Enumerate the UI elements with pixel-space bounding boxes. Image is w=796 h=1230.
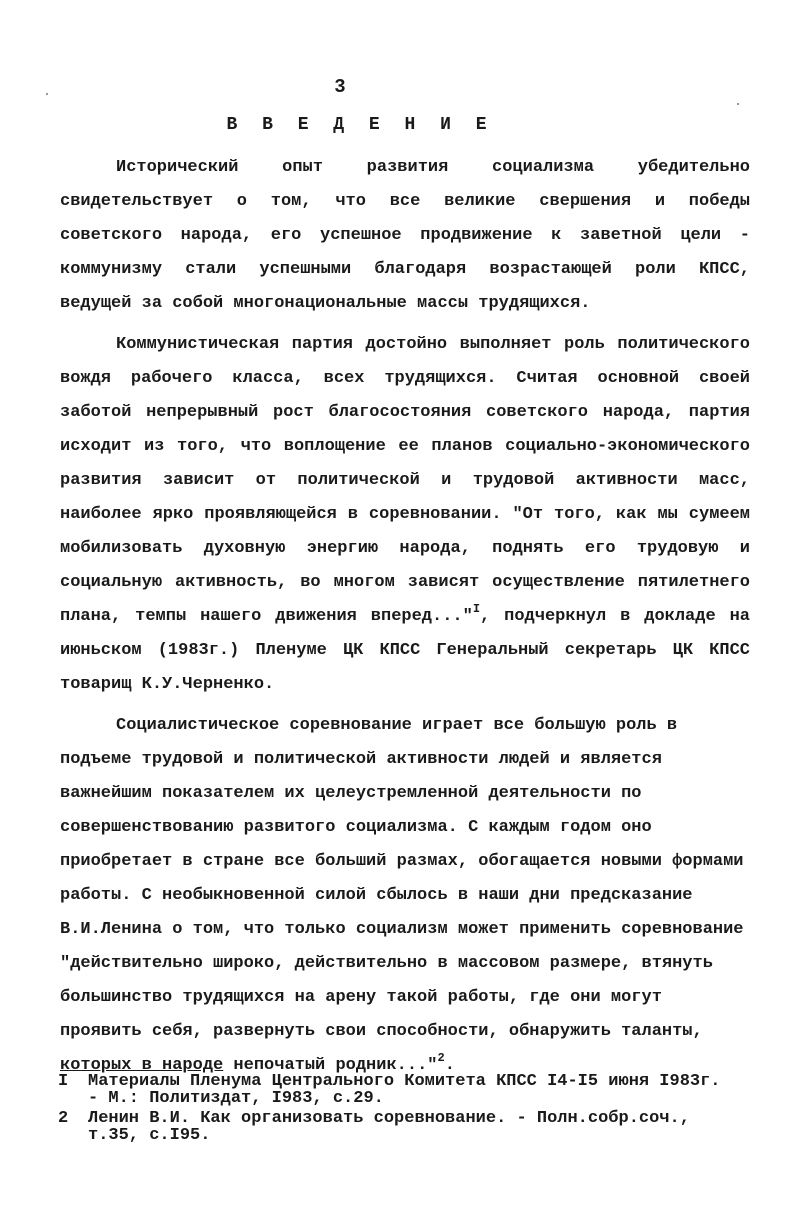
scan-speck [737,103,739,105]
footnote-number: I [58,1072,69,1091]
footnote-2 [58,1110,758,1144]
footnote-1 [58,1073,758,1107]
paragraph-3-end: . [444,1056,455,1075]
footnote-number: 2 [58,1109,69,1128]
paragraph-3-text-b: непочатый родник..." [223,1056,438,1075]
page-number: 3 [334,76,346,98]
footnote-text: Материалы Пленума Центрального Комитета КПСС I4-I5 июня I983г. [88,1072,721,1091]
footnotes [58,1073,758,1144]
underlined-text: которых в народе [60,1056,224,1075]
footnote-ref-1: I [472,602,481,616]
body-text [60,151,750,1083]
footnote-text: Ленин В.И. Как организовать соревнование. - Полн.собр.соч., [88,1109,690,1128]
footnote-text-cont: т.35, с.I95. [88,1126,211,1145]
paragraph-3-text-a: Социалистическое соревнование играет все большую роль в подъеме трудовой и политической активности людей и является важнейшим показателем их целеустремленной деятельности по совершенствованию развитого социализма. С каждым годом оно приобретает в стране все больший размах, обогащается новыми формами работы. С необыкновенной силой сбылось в наши дни предсказание В.И.Ленина о том, что только социализм может применить соревнование "действительно широко, действительно в массовом размере, втянуть большинство трудящихся на арену такой работы, где они могут проявить себя, развернуть свои способности, обнаружить таланты, [60,716,744,1041]
paragraph-1: Исторический опыт развития социализма убедительно свидетельствует о том, что все великие свершения и победы советского народа, его успешное продвижение к заветной цели - коммунизму стали успешными благодаря возрастающей роли КПСС, ведущей за собой многонациональные массы трудящихся. [60,158,750,313]
paragraph-2-text-a: Коммунистическая партия достойно выполняет роль политического вождя рабочего класса, всех трудящихся. Считая основной своей заботой непрерывный рост благосостояния советского народа, партия исходит из того, что воплощение ее планов социально-экономического развития зависит от политической и трудовой активности масс, наиболее ярко проявляющейся в соревновании. "От того, как мы сумеем мобилизовать духовную энергию народа, поднять его трудовую и социальную активность, во многом зависят осуществление пятилетнего плана, темпы нашего движения вперед..." [60,335,750,626]
page-title: В В Е Д Е Н И Е [226,115,494,135]
scan-speck [46,93,48,95]
paragraph-3 [60,709,750,1083]
paragraph-2-text-b: , подчеркнул в докладе на июньском (1983г.) Пленуме ЦК КПСС Генеральный секретарь ЦК КПСС товарищ К.У.Черненко. [60,607,750,694]
paragraph-2 [60,328,750,702]
footnote-ref-2: 2 [437,1051,445,1065]
footnote-text-cont: - М.: Политиздат, I983, с.29. [88,1089,384,1108]
